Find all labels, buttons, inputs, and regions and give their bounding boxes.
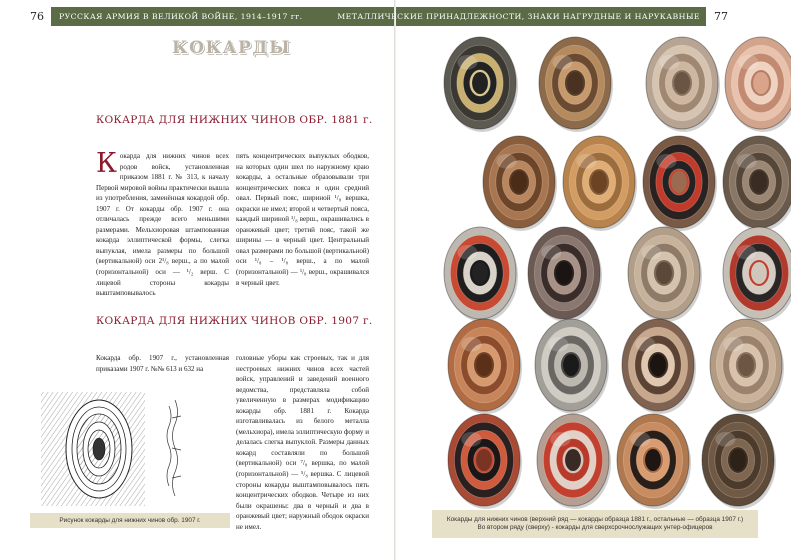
cockade-badge: [723, 136, 791, 231]
cockade-badge: [646, 37, 720, 132]
cockade-badge: [723, 227, 791, 322]
left-page-number: 76: [30, 10, 44, 23]
section-1881-column-1: [96, 148, 229, 299]
figure-caption: Рисунок кокарды для нижних чинов обр. 1907 г.: [30, 513, 230, 528]
cockade-badge: [622, 319, 696, 414]
cockade-badge: [563, 136, 637, 231]
section-1881-title: КОКАРДА ДЛЯ НИЖНИХ ЧИНОВ ОБР. 1881 г.: [96, 114, 373, 126]
plate-caption-line-2: Во втором ряду (сверху) - кокарды для сверхсрочнослужащих унтер-офицеров: [477, 524, 713, 531]
cockade-badge: [444, 37, 518, 132]
cockade-badge: [537, 414, 611, 509]
cockade-drawing-figure: [41, 388, 229, 510]
chapter-title: КОКАРДЫ: [172, 38, 292, 58]
cockade-badge: [448, 319, 522, 414]
section-1907-title: КОКАРДА ДЛЯ НИЖНИХ ЧИНОВ ОБР. 1907 г.: [96, 315, 373, 327]
right-page: [337, 0, 791, 560]
cockade-badge: [628, 227, 702, 322]
cockade-badge: [444, 227, 518, 322]
cockade-badge: [448, 414, 522, 509]
drop-cap: К: [96, 148, 117, 179]
cockade-badge: [617, 414, 691, 509]
cockade-badge: [710, 319, 784, 414]
plate-caption-line-1: Кокарды для нижних чинов (верхний ряд — кокарды образца 1881 г., остальные — образца 1907 г.): [446, 515, 744, 523]
right-running-header-text: МЕТАЛЛИЧЕСКИЕ ПРИНАДЛЕЖНОСТИ, ЗНАКИ НАГРУДНЫЕ И НАРУКАВНЫЕ: [337, 12, 700, 21]
cockade-badge: [643, 136, 717, 231]
section-1907-column-2: головные уборы как строевых, так и для нестроевых нижних чинов всех частей войск, управлений и заведений военного ведомства, представляла собой увеличенную в размерах модификацию кокарды обр. 1881 г. Кокарда изготавливалась из белого металла (мельхиора), имела эллиптическую форму и делалась слегка выпуклой. Размеры данных кокард составляли по большой (вертикальной) оси ⁷/₈ вершка, по малой (горизонтальной) — ⁵/₈ вершка. С лицевой стороны кокарды выштамповывалось пять концентрических ободков. Четыре из них были окрашены: два в черный и два в оранжевый цвет; наружный ободок окраски не имел.: [236, 354, 369, 531]
cockade-badge: [725, 37, 791, 132]
left-running-header-text: РУССКАЯ АРМИЯ В ВЕЛИКОЙ ВОЙНЕ, 1914–1917 гг.: [59, 12, 303, 21]
cockade-badge: [535, 319, 609, 414]
section-1881-column-2: пять концентрических выпуклых ободков, на которых один шел по наружному краю кокарды, а остальные образовывали три концентрических пояса и один средний овал. Первый пояс, шириной ¹/₈ вершка, окраски не имел; второй и четвертый пояса, каждый шириной ¹/₈ верш., окрашивались в оранжевый цвет; третий пояс, такой же ширины — в черный цвет. Центральный овал размерами по большой (вертикальной) оси ¹/₈ – ¹/₈ верш., а по малой (горизонтальной) — ¹/₈ верш., окрашивался в черный цвет.: [236, 152, 369, 287]
cockade-badge: [702, 414, 776, 509]
left-page: [0, 0, 395, 560]
cockades-photo-plate: [396, 0, 791, 510]
cockade-badge: [528, 227, 602, 322]
plate-caption: [432, 510, 758, 538]
cockade-badge: [539, 37, 613, 132]
section-1907-column-1: Кокарда обр. 1907 г., установленная приказами 1907 г. №№ 613 и 632 на: [96, 354, 229, 373]
right-page-number: 77: [714, 10, 728, 23]
section-1881-column-1-text: окарда для нижних чинов всех родов войск, установленная приказом 1881 г. № 313, к началу Первой мировой войны практически вышла из употребления, заменённая кокардой обр. 1907 г. От кокарды обр. 1907 г. она отличалась прежде всего меньшими размерами. Мельхиоровая штампованная кокарда эллиптической формы, слегка выпуклая, имела размеры по большой (вертикальной) оси 2¹/₈ верш., а по малой (горизонтальной) оси — ¹/₂ верш. С лицевой стороны кокарды выштамповывалось: [96, 152, 229, 298]
cockade-badge: [483, 136, 557, 231]
